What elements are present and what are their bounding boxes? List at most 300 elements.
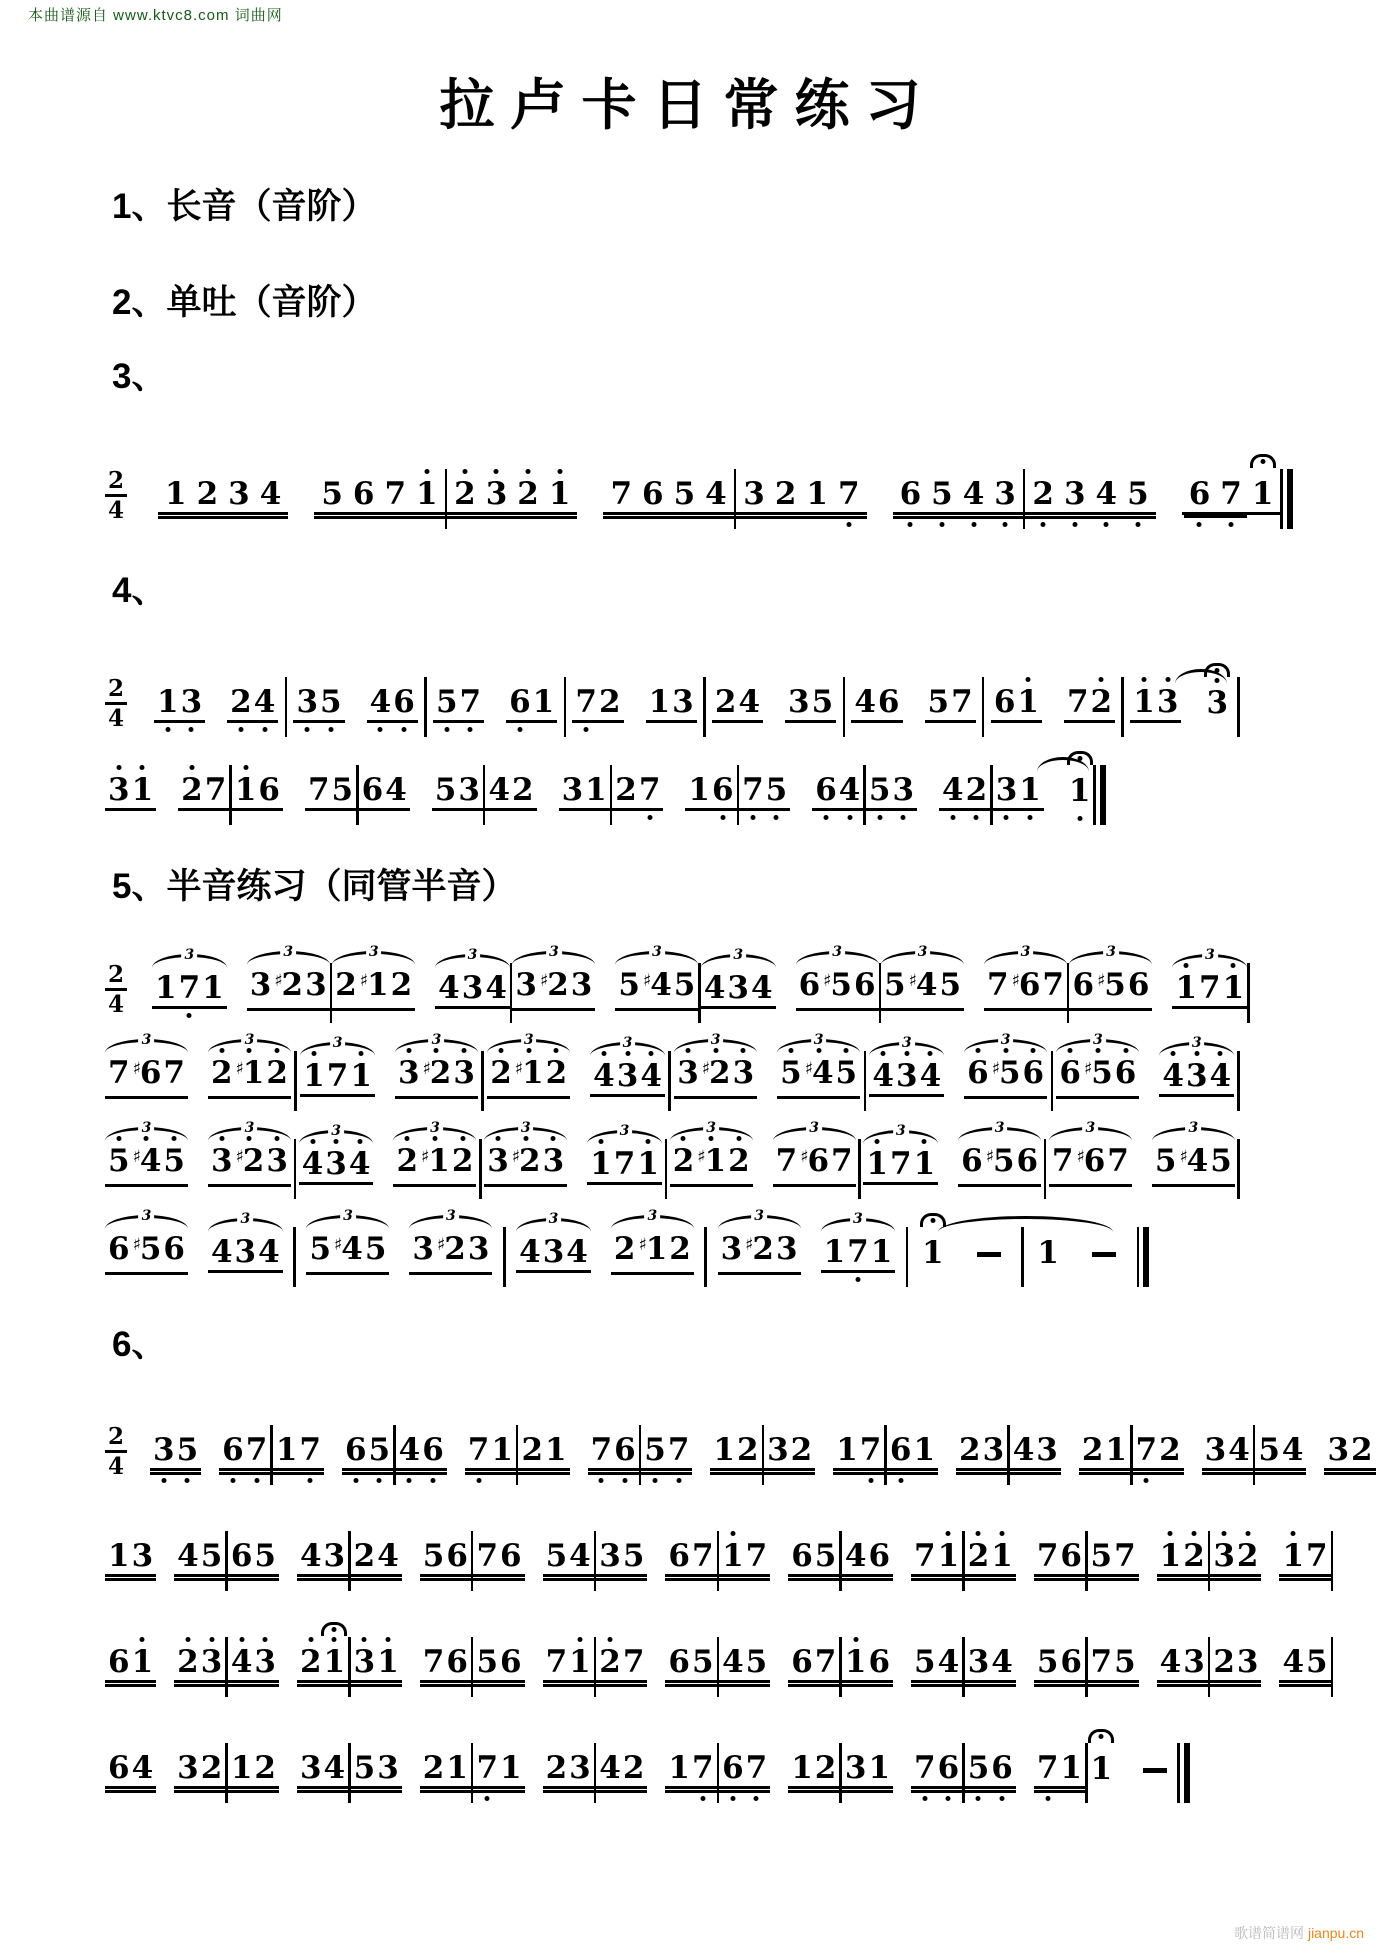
note-digit: 4 bbox=[751, 969, 773, 1006]
note-group bbox=[351, 1539, 402, 1577]
note-group bbox=[925, 685, 976, 723]
octave-dot-above bbox=[1142, 677, 1147, 682]
beam-group bbox=[612, 773, 663, 811]
note-digit: 2 bbox=[1183, 1539, 1205, 1573]
note-digit: 4 bbox=[131, 1749, 154, 1786]
octave-dot-below bbox=[700, 1796, 705, 1801]
barline bbox=[503, 1227, 506, 1287]
note-group bbox=[359, 773, 410, 811]
octave-dot-above bbox=[844, 1048, 849, 1053]
note-digit: 7 bbox=[1066, 683, 1089, 720]
octave-dot-below bbox=[308, 1478, 313, 1483]
note-digit: 1 bbox=[922, 1236, 944, 1270]
note-group bbox=[739, 773, 790, 811]
octave-dot-above bbox=[713, 1048, 718, 1053]
note-digit: 7 bbox=[108, 1055, 130, 1091]
beam-group bbox=[1064, 685, 1115, 723]
note-digit: 1 bbox=[938, 1539, 960, 1573]
note-digit: ♯5 bbox=[985, 1143, 1015, 1179]
note-digit: 6 bbox=[991, 1751, 1013, 1785]
note-group bbox=[105, 1120, 188, 1187]
beam-group bbox=[393, 1144, 476, 1187]
note-digit: 1 bbox=[1019, 773, 1041, 807]
note-digit: 6 bbox=[1127, 967, 1150, 1003]
note-group bbox=[1079, 1433, 1130, 1471]
time-signature bbox=[105, 963, 127, 1016]
measure bbox=[842, 1645, 962, 1683]
octave-dot-above bbox=[263, 1637, 268, 1642]
sharp-sign: ♯ bbox=[823, 971, 832, 991]
beam-group bbox=[306, 1232, 389, 1275]
note-group bbox=[1034, 1539, 1085, 1577]
note-digit: 7 bbox=[1136, 1433, 1158, 1467]
sharp-sign: ♯ bbox=[642, 971, 652, 991]
note-group bbox=[420, 1751, 471, 1789]
octave-dot-above bbox=[922, 1139, 927, 1144]
note-digit: 7 bbox=[422, 1643, 445, 1680]
note-digit: 6 bbox=[108, 1231, 130, 1267]
octave-dot-below bbox=[939, 522, 944, 527]
octave-dot-below bbox=[407, 1478, 412, 1483]
note-digit: 1 bbox=[549, 477, 571, 511]
note-group bbox=[273, 1433, 324, 1471]
beam-group bbox=[788, 1539, 839, 1577]
note-group bbox=[956, 1433, 1007, 1471]
beam-group bbox=[395, 1056, 478, 1099]
octave-dot-above bbox=[601, 1051, 606, 1056]
beam-group bbox=[965, 1539, 1016, 1577]
note-digit: 3 bbox=[412, 1231, 434, 1267]
note-digit: 5 bbox=[622, 1537, 645, 1574]
measure bbox=[433, 685, 557, 723]
triplet-number: 3 bbox=[998, 1033, 1014, 1047]
note-group bbox=[590, 1034, 665, 1097]
note-digit: 1 bbox=[1091, 1752, 1113, 1786]
note-group bbox=[812, 773, 863, 811]
note-digit: 1 bbox=[532, 683, 555, 720]
note-digit: 3 bbox=[967, 1643, 990, 1680]
note-digit: 7 bbox=[1199, 969, 1221, 1006]
note-group bbox=[1133, 1433, 1184, 1471]
note-group bbox=[1203, 686, 1231, 721]
duration-dash bbox=[1143, 1768, 1167, 1773]
note-group bbox=[314, 477, 444, 515]
note-digit: 4 bbox=[370, 685, 392, 719]
octave-dot-below bbox=[187, 1013, 192, 1018]
time-signature bbox=[105, 469, 127, 522]
note-digit: 7 bbox=[914, 1751, 936, 1785]
measure bbox=[719, 1539, 839, 1577]
beam-group bbox=[559, 773, 610, 811]
note-digit: 3 bbox=[844, 1749, 867, 1786]
measure bbox=[105, 1120, 291, 1187]
note-digit: 4 bbox=[569, 1537, 591, 1574]
beam-group bbox=[228, 1751, 279, 1789]
note-digit: 4 bbox=[920, 1059, 942, 1093]
barline bbox=[293, 1227, 296, 1287]
beam-group bbox=[939, 773, 990, 811]
octave-dot-above bbox=[1003, 1048, 1008, 1053]
triplet-number: 3 bbox=[899, 1036, 915, 1050]
beam-group bbox=[821, 1235, 896, 1273]
note-digit: 2 bbox=[452, 1144, 474, 1178]
note-digit: 1 bbox=[668, 1749, 690, 1786]
note-digit: 5 bbox=[331, 771, 354, 808]
note-digit: 4 bbox=[258, 1233, 280, 1270]
note-digit: 5 bbox=[811, 683, 834, 720]
octave-dot-below bbox=[901, 815, 906, 820]
note-digit: 7 bbox=[745, 1537, 768, 1574]
note-digit: 5 bbox=[1154, 1143, 1177, 1179]
beam-group bbox=[646, 685, 697, 723]
note-digit: 4 bbox=[210, 1233, 233, 1270]
note-digit: 4 bbox=[377, 1537, 399, 1574]
note-digit: 6 bbox=[868, 1537, 891, 1574]
octave-dot-above bbox=[1218, 1051, 1223, 1056]
note-group bbox=[773, 1120, 856, 1187]
octave-dot-below bbox=[946, 1796, 951, 1801]
note-group bbox=[587, 1122, 662, 1185]
note-digit: 5 bbox=[1090, 1537, 1113, 1574]
triplet-number: 3 bbox=[730, 948, 746, 962]
note-digit: 3 bbox=[398, 1056, 420, 1090]
note-digit: 5 bbox=[177, 1433, 199, 1467]
beam-group bbox=[359, 773, 410, 811]
octave-dot-above bbox=[1095, 1048, 1100, 1053]
time-signature-numerator: 2 bbox=[107, 1423, 124, 1450]
triplet-number: 3 bbox=[328, 1124, 344, 1138]
octave-dot-above bbox=[853, 1637, 858, 1642]
measure bbox=[965, 1539, 1085, 1577]
octave-dot-below bbox=[1104, 522, 1109, 527]
octave-dot-below bbox=[720, 815, 725, 820]
beam-group bbox=[409, 1232, 492, 1275]
beam-group bbox=[300, 1059, 375, 1097]
triplet-number: 3 bbox=[340, 1209, 356, 1223]
octave-dot-above bbox=[140, 765, 145, 770]
note-digit: ♯6 bbox=[1011, 967, 1041, 1003]
octave-dot-above bbox=[1165, 677, 1170, 682]
octave-dot-below bbox=[754, 1796, 759, 1801]
note-digit: 4 bbox=[1228, 1431, 1250, 1468]
beam-group bbox=[773, 1144, 856, 1187]
triplet-number: 3 bbox=[1103, 945, 1119, 959]
note-digit: 7 bbox=[326, 1057, 349, 1094]
triplet-bracket bbox=[958, 1120, 1041, 1141]
note-group bbox=[685, 773, 736, 811]
note-digit: 5 bbox=[321, 475, 343, 512]
beam-group bbox=[105, 1751, 156, 1789]
note-digit: 2 bbox=[422, 1749, 445, 1786]
note-digit: 6 bbox=[642, 475, 664, 512]
note-digit: 2 bbox=[211, 1056, 233, 1090]
note-digit: 7 bbox=[889, 1145, 912, 1182]
note-digit: 7 bbox=[1107, 1143, 1129, 1179]
note-digit: ♯2 bbox=[422, 1056, 452, 1095]
note-group bbox=[993, 773, 1044, 811]
barline bbox=[1121, 677, 1124, 737]
note-digit: ♯1 bbox=[235, 1056, 265, 1095]
note-digit: 1 bbox=[132, 1645, 154, 1679]
triplet-number: 3 bbox=[443, 1209, 459, 1223]
note-digit: 3 bbox=[720, 1231, 743, 1267]
note-digit: 6 bbox=[1023, 1056, 1045, 1090]
note-group bbox=[228, 1539, 279, 1577]
note-digit: 2 bbox=[615, 771, 637, 808]
note-digit: 7 bbox=[1037, 1751, 1059, 1785]
note-digit: 3 bbox=[131, 1537, 154, 1574]
note-group bbox=[306, 1208, 389, 1275]
barline bbox=[668, 1051, 671, 1111]
note-digit: 5 bbox=[1036, 1643, 1059, 1680]
triplet-bracket bbox=[773, 1120, 856, 1141]
note-digit: 5 bbox=[814, 1537, 837, 1574]
octave-dot-below bbox=[476, 1478, 481, 1483]
note-digit: 1 bbox=[913, 1431, 936, 1468]
octave-dot-below bbox=[238, 727, 243, 732]
beam-group bbox=[964, 1056, 1047, 1099]
triplet-number: 3 bbox=[617, 1124, 633, 1138]
note-group bbox=[764, 1433, 815, 1471]
octave-dot-below bbox=[976, 1796, 981, 1801]
barline bbox=[1237, 1139, 1240, 1199]
beam-group bbox=[543, 1539, 594, 1577]
note-digit: 3 bbox=[467, 1231, 490, 1267]
measure bbox=[739, 773, 863, 811]
note-group bbox=[611, 1208, 694, 1275]
note-group bbox=[796, 944, 879, 1011]
measure bbox=[764, 1433, 884, 1471]
beam-group bbox=[796, 968, 879, 1011]
beam-group bbox=[887, 1433, 938, 1471]
note-digit: 3 bbox=[461, 969, 484, 1006]
note-digit: 4 bbox=[438, 969, 460, 1006]
measure bbox=[674, 1032, 860, 1099]
note-group bbox=[447, 477, 577, 515]
beam-group bbox=[432, 773, 483, 811]
octave-dot-below bbox=[353, 1478, 358, 1483]
triplet-number: 3 bbox=[1202, 948, 1218, 962]
note-digit: 1 bbox=[868, 1749, 891, 1786]
octave-dot-below bbox=[1003, 522, 1008, 527]
measure bbox=[228, 1751, 348, 1789]
sharp-sign: ♯ bbox=[514, 1059, 524, 1079]
triplet-bracket bbox=[208, 1210, 283, 1232]
note-group bbox=[1064, 685, 1115, 723]
beam-group bbox=[1202, 1433, 1253, 1471]
triplet-number: 3 bbox=[518, 1121, 534, 1135]
octave-dot-below bbox=[517, 727, 522, 732]
note-digit: 3 bbox=[249, 967, 272, 1003]
barline bbox=[1044, 1139, 1047, 1199]
note-digit: 4 bbox=[323, 1749, 346, 1786]
octave-dot-above bbox=[975, 1048, 980, 1053]
beam-group bbox=[893, 477, 1023, 515]
note-digit: 2 bbox=[300, 1645, 322, 1679]
note-digit: ♯2 bbox=[539, 967, 569, 1003]
note-digit: 6 bbox=[712, 773, 734, 807]
measure bbox=[351, 1645, 471, 1683]
beam-group bbox=[1082, 1251, 1126, 1257]
note-digit: 3 bbox=[299, 1749, 322, 1786]
note-digit: 2 bbox=[1032, 477, 1054, 511]
time-signature bbox=[105, 1425, 127, 1478]
note-digit: 4 bbox=[1210, 1059, 1232, 1093]
note-digit: ♯2 bbox=[511, 1144, 541, 1183]
note-digit: 4 bbox=[991, 1643, 1013, 1680]
beam-group bbox=[1056, 1056, 1139, 1099]
note-digit: 4 bbox=[1012, 1431, 1035, 1468]
beam-group bbox=[615, 968, 698, 1011]
note-digit: 1 bbox=[648, 683, 671, 720]
note-group bbox=[1324, 1433, 1375, 1471]
note-group bbox=[919, 1236, 947, 1271]
final-barline-thin bbox=[1137, 1227, 1140, 1287]
beam-group bbox=[1088, 1645, 1139, 1683]
note-digit: 6 bbox=[352, 475, 375, 512]
octave-dot-below bbox=[305, 727, 310, 732]
section-6-score bbox=[105, 1422, 1373, 1800]
beam-group bbox=[293, 685, 344, 723]
beam-group bbox=[1324, 1433, 1375, 1471]
note-group bbox=[596, 1751, 647, 1789]
triplet-number: 3 bbox=[806, 1121, 822, 1135]
beam-group bbox=[1203, 686, 1231, 721]
note-digit: 2 bbox=[454, 477, 476, 511]
measure bbox=[965, 1645, 1085, 1683]
measure bbox=[351, 1539, 471, 1577]
octave-dot-above bbox=[608, 1637, 613, 1642]
note-digit: 2 bbox=[1159, 1431, 1181, 1468]
note-digit: 3 bbox=[1204, 1431, 1227, 1468]
note-group bbox=[1159, 1034, 1234, 1097]
note-digit: 1 bbox=[585, 771, 607, 808]
triplet-number: 3 bbox=[429, 1033, 445, 1047]
beam-group bbox=[1182, 477, 1281, 515]
note-group bbox=[1088, 1539, 1139, 1577]
note-group bbox=[1034, 1236, 1062, 1271]
note-group bbox=[105, 1751, 156, 1789]
note-group bbox=[247, 944, 330, 1011]
note-digit: 6 bbox=[961, 1143, 983, 1179]
note-digit: 6 bbox=[230, 1537, 253, 1574]
page-title: 拉卢卡日常练习 bbox=[439, 74, 937, 136]
note-group bbox=[178, 773, 229, 811]
beam-group bbox=[465, 1433, 516, 1471]
octave-dot-above bbox=[462, 1048, 467, 1053]
barline bbox=[858, 1139, 861, 1199]
note-digit: 3 bbox=[181, 685, 203, 719]
octave-dot-above bbox=[928, 1051, 933, 1056]
measure bbox=[299, 1120, 477, 1187]
note-group bbox=[559, 773, 610, 811]
note-digit: 6 bbox=[108, 1643, 130, 1680]
note-digit: 7 bbox=[692, 1751, 714, 1785]
note-group bbox=[788, 1645, 839, 1683]
measure bbox=[842, 1751, 962, 1789]
note-digit: 2 bbox=[200, 1749, 223, 1786]
octave-dot-below bbox=[1077, 816, 1082, 821]
note-digit: 3 bbox=[1036, 1431, 1058, 1468]
note-digit: 5 bbox=[1258, 1431, 1280, 1468]
octave-dot-above bbox=[816, 1048, 821, 1053]
triplet-number: 3 bbox=[139, 1033, 155, 1047]
beam-group bbox=[1034, 1539, 1085, 1577]
note-digit: 3 bbox=[515, 967, 537, 1003]
triplet-number: 3 bbox=[1090, 1033, 1106, 1047]
note-digit: 2 bbox=[545, 1749, 568, 1786]
note-digit: 1 bbox=[836, 1431, 858, 1468]
beam-group bbox=[154, 685, 205, 723]
barline bbox=[703, 677, 706, 737]
sharp-sign: ♯ bbox=[132, 1147, 141, 1167]
octave-dot-below bbox=[230, 1478, 235, 1483]
note-digit: 5 bbox=[320, 685, 342, 719]
octave-dot-above bbox=[219, 1048, 224, 1053]
note-digit: 5 bbox=[836, 1056, 858, 1090]
octave-dot-above bbox=[646, 1139, 651, 1144]
note-group bbox=[788, 1751, 839, 1789]
duration-dash bbox=[977, 1252, 1001, 1257]
barline bbox=[1021, 1227, 1024, 1287]
triplet-number: 3 bbox=[915, 945, 931, 959]
note-digit: 5 bbox=[1127, 477, 1149, 511]
octave-dot-below bbox=[599, 1478, 604, 1483]
measure bbox=[518, 1433, 638, 1471]
beam-group bbox=[543, 1645, 594, 1683]
note-digit: 4 bbox=[259, 475, 282, 512]
note-digit: 5 bbox=[1210, 1143, 1232, 1179]
note-digit: 4 bbox=[566, 1233, 588, 1270]
note-digit: 4 bbox=[942, 773, 964, 807]
beam-group bbox=[208, 1056, 291, 1099]
note-group bbox=[228, 1645, 279, 1683]
site-watermark-url: jianpu.cn bbox=[1307, 1925, 1364, 1941]
note-group bbox=[1034, 1645, 1085, 1683]
note-digit: 1 bbox=[157, 685, 179, 719]
octave-dot-above bbox=[1171, 1051, 1176, 1056]
note-group bbox=[1152, 1120, 1235, 1187]
note-digit: 2 bbox=[814, 1749, 837, 1786]
note-digit: 7 bbox=[1306, 1537, 1328, 1574]
octave-dot-above bbox=[557, 469, 562, 474]
note-digit: 1 bbox=[1175, 971, 1197, 1005]
note-group bbox=[736, 477, 866, 515]
octave-dot-above bbox=[881, 1051, 886, 1056]
beam-group bbox=[869, 1059, 944, 1097]
note-digit: 3 bbox=[896, 1059, 918, 1093]
beam-group bbox=[351, 1645, 402, 1683]
note-digit: 2 bbox=[512, 771, 534, 808]
note-digit: 2 bbox=[335, 967, 357, 1003]
note-digit: 4 bbox=[1282, 1643, 1305, 1680]
score-line bbox=[105, 1528, 1328, 1588]
final-barline-thick bbox=[1184, 1743, 1190, 1803]
barline bbox=[982, 677, 985, 737]
beam-group bbox=[150, 1433, 201, 1471]
triplet-number: 3 bbox=[366, 945, 382, 959]
beam-group bbox=[1157, 1645, 1208, 1683]
note-digit: 1 bbox=[132, 773, 154, 807]
note-digit: 3 bbox=[767, 1431, 789, 1468]
note-digit: 1 bbox=[230, 1749, 253, 1786]
octave-dot-below bbox=[254, 1478, 259, 1483]
note-group bbox=[518, 1433, 569, 1471]
triplet-number: 3 bbox=[546, 1212, 562, 1226]
time-signature-numerator: 2 bbox=[107, 675, 124, 702]
octave-dot-above bbox=[946, 1531, 951, 1536]
octave-dot-above bbox=[247, 1136, 252, 1141]
